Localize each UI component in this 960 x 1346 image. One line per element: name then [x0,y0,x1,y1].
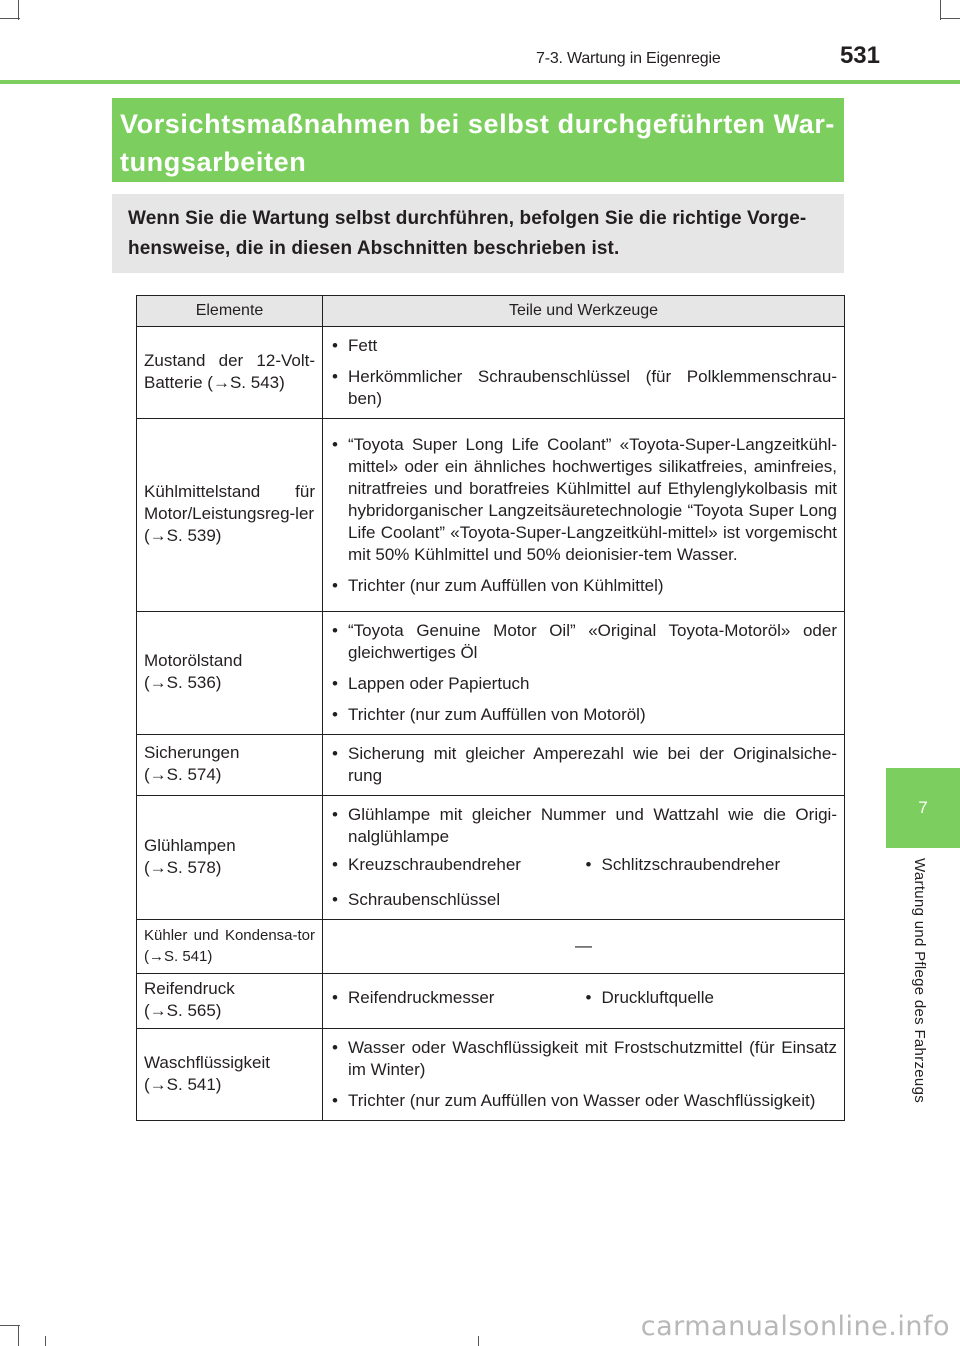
element-cell [137,612,323,735]
tool-item: • Trichter (nur zum Auffüllen von Kühlmittel) [330,575,837,597]
intro-line: hensweise, die in diesen Abschnitten beschrieben ist. [128,238,620,259]
crop-mark [940,18,960,19]
element-cell [137,735,323,796]
crop-mark [0,18,20,19]
chapter-tab-label: Wartung und Pflege des Fahrzeugs [911,858,928,1104]
tool-item: • Sicherung mit gleicher Amperezahl wie bei der Originalsiche-rung [330,743,837,787]
crop-mark [940,0,941,20]
table-row [137,327,845,419]
tools-cell [323,419,845,612]
tools-cell [323,1029,845,1121]
section-title [120,105,836,181]
crop-mark [45,1336,46,1346]
tool-item: • Kreuzschraubendreher [330,854,584,876]
column-header-tools: Teile und Werkzeuge [323,296,845,327]
table-row [137,920,845,974]
intro-line: Wenn Sie die Wartung selbst durchführen, befolgen Sie die richtige Vorge- [128,208,807,229]
crop-mark [478,1336,479,1346]
tool-item: • Reifendruckmesser [330,987,584,1009]
element-page-ref: (→S. 541) [144,1074,222,1094]
crop-mark [0,1325,20,1326]
tool-item: • Schlitzschraubendreher [584,854,838,883]
element-page-ref: (→S. 574) [144,765,222,784]
intro-text [128,204,828,264]
table-row [137,612,845,735]
tool-item: • Glühlampe mit gleicher Nummer und Wattzahl wie die Origi-nalglühlampe [330,804,837,848]
section-title-box [112,98,844,182]
tools-cell [323,796,845,920]
watermark: carmanualsonline.info [640,1311,950,1342]
tool-item: • “Toyota Genuine Motor Oil” «Original Toyota-Motoröl» oder gleichwertiges Öl [330,620,837,664]
intro-box [112,194,844,273]
header-rule [0,80,960,84]
element-cell: Kühlmittelstand für Motor/Leistungsreg-ler (→S. 539) [137,419,323,612]
tools-cell [323,974,845,1029]
element-page-ref: (→S. 578) [144,857,222,877]
element-cell [137,974,323,1029]
element-name: Sicherungen [144,743,240,762]
tools-cell [323,327,845,419]
crop-mark [18,0,19,20]
element-page-ref: (→S. 565) [144,1001,222,1020]
column-header-elements: Elemente [137,296,323,327]
section-title-line: Vorsichtsmaßnahmen bei selbst durchgeführten War- [120,109,836,139]
tool-item: • Herkömmlicher Schraubenschlüssel (für Polklemmenschrau-ben) [330,366,837,410]
tool-item: • Druckluftquelle [584,987,838,1016]
tool-item: • Schraubenschlüssel [330,889,837,911]
table-row [137,1029,845,1121]
element-cell [137,1029,323,1121]
element-cell [137,796,323,920]
section-title-line: tungsarbeiten [120,147,307,177]
crop-mark [18,1326,19,1346]
element-name: Motorölstand [144,651,243,670]
tool-item: • Fett [330,335,837,357]
table-row [137,735,845,796]
tool-item: • Trichter (nur zum Auffüllen von Motoröl) [330,704,837,726]
element-name: Waschflüssigkeit [144,1052,270,1072]
element-name: Reifendruck [144,979,235,998]
tool-item: • “Toyota Super Long Life Coolant” «Toyota-Super-Langzeitkühl-mittel» oder ein ähnliches hochwertiges silikatfreies, aminfreies, nitratfreies und boratfreies Kühlmittel auf Ethylenglykolbasis mit hybridorganischer Langzeitsäuretechnologie “Toyota Super Long Life Coolant” «Toyota-Super-Langzeitkühl-mittel» ist vorgemischt mit 50% Kühlmittel und 50% deionisier-tem Wasser. [330,434,837,566]
chapter-heading: 7-3. Wartung in Eigenregie [536,50,721,67]
tools-cell [323,612,845,735]
table-row [137,796,845,920]
tool-item: • Trichter (nur zum Auffüllen von Wasser oder Waschflüssigkeit) [330,1090,837,1112]
chapter-tab [886,768,960,848]
element-page-ref: (→S. 536) [144,673,222,692]
chapter-tab-number: 7 [918,798,928,817]
tool-item: • Wasser oder Waschflüssigkeit mit Frostschutzmittel (für Einsatz im Winter) [330,1037,837,1081]
element-cell: Zustand der 12-Volt-Batterie (→S. 543) [137,327,323,419]
maintenance-table [136,295,845,1121]
table-header-row [137,296,845,327]
tool-item: • Lappen oder Papiertuch [330,673,837,695]
table-row [137,974,845,1029]
element-name: Glühlampen [144,835,236,855]
element-cell: Kühler und Kondensa-tor (→S. 541) [137,920,323,974]
tools-cell [323,735,845,796]
page-number: 531 [839,42,880,69]
tools-cell-empty-dash: — [323,920,845,974]
table-row [137,419,845,612]
